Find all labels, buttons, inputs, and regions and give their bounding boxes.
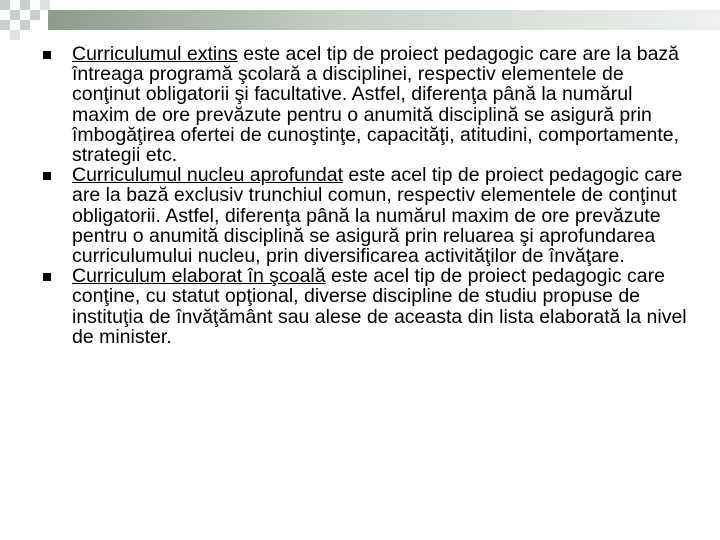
slide-content xyxy=(40,44,690,347)
term-curriculum-extins: Curriculumul extins xyxy=(72,43,238,65)
item-text: este acel tip de proiect pedagogic care are la bază exclusiv trunchiul comun, respectiv elementele de conţinut obligatorii. Astfel, diferenţa până la numărul maxim de ore prevăzute pentru o anumită disciplină se asigură prin reluarea şi aprofundarea curriculumului nucleu, prin diversificarea activităţilor de învăţare. xyxy=(72,164,683,268)
bullet-list xyxy=(40,44,690,347)
list-item xyxy=(40,266,690,347)
square-bullet-icon xyxy=(43,51,51,59)
term-curriculum-nucleu-aprofundat: Curriculumul nucleu aprofundat xyxy=(72,164,343,187)
item-text: este acel tip de proiect pedagogic care conţine, cu statut opţional, diverse discipline de studiu propuse de instituţia de învăţământ sau alese de aceasta din lista elaborată la nivel de minister. xyxy=(72,265,687,348)
header-gradient-bar xyxy=(48,10,720,30)
list-item xyxy=(40,165,690,266)
item-text: este acel tip de proiect pedagogic care are la bază întreaga programă şcolară a disciplinei, respectiv elementele de conţinut obligatorii şi facultative. Astfel, diferenţa până la numărul maxim de ore prevăzute pentru o anumită disciplină se asigură prin îmbogăţirea ofertei de cunoştinţe, capacităţi, atitudini, comportamente, strategii etc. xyxy=(72,43,680,167)
square-bullet-icon xyxy=(43,172,51,180)
list-item xyxy=(40,44,690,165)
term-curriculum-elaborat-in-scoala: Curriculum elaborat în şcoală xyxy=(72,265,326,288)
square-bullet-icon xyxy=(43,273,51,281)
